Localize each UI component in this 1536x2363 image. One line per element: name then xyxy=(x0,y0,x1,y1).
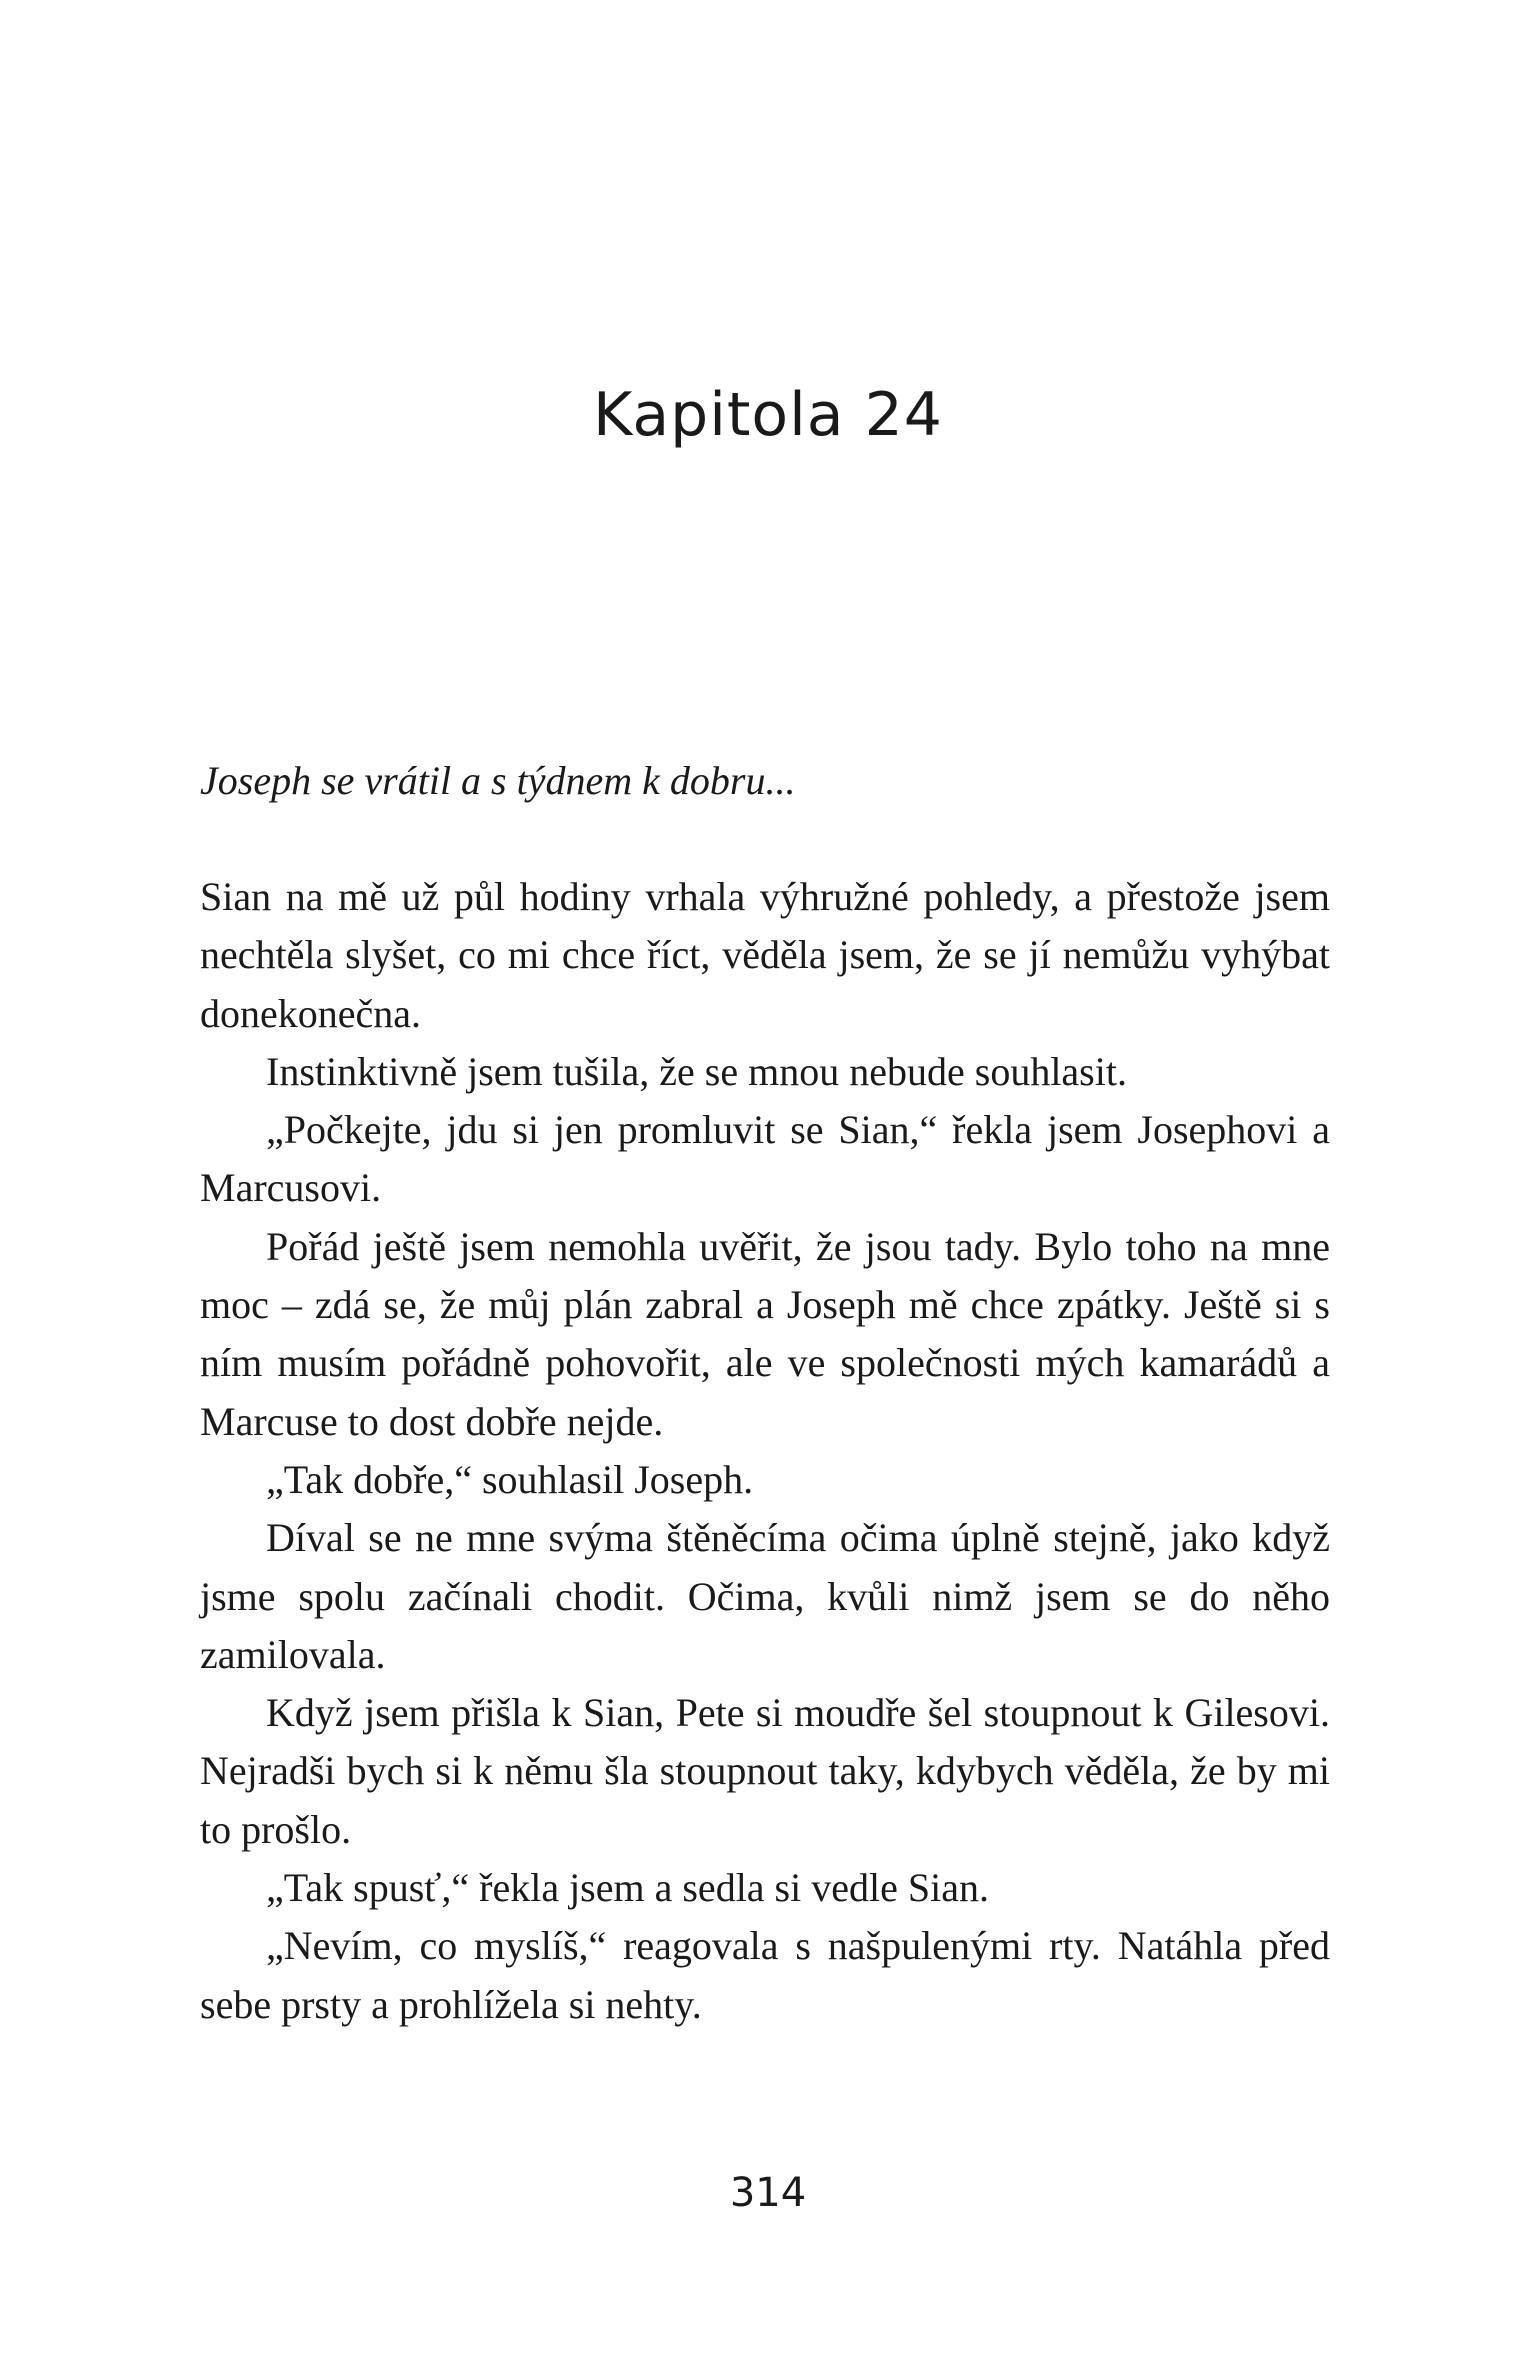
paragraph: Díval se ne mne svýma štěněcíma očima úplně stejně, jako když jsme spolu začínali chodit. Očima, kvůli nimž jsem se do něho zamilovala. xyxy=(200,1515,1330,1677)
paragraph: Sian na mě už půl hodiny vrhala výhružné pohledy, a přestože jsem nechtěla slyšet, co mi chce říct, věděla jsem, že se jí nemůžu vyhýbat donekonečna. xyxy=(200,874,1330,1036)
paragraph: „Počkejte, jdu si jen promluvit se Sian,“ řekla jsem Josephovi a Marcusovi. xyxy=(200,1107,1330,1211)
paragraph: Instinktivně jsem tušila, že se mnou nebude souhlasit. xyxy=(266,1048,1127,1094)
chapter-text xyxy=(200,752,1330,2034)
page-number: 314 xyxy=(729,2170,807,2216)
paragraph: „Nevím, co myslíš,“ reagovala s našpulenými rty. Natáhla před sebe prsty a prohlížela si nehty. xyxy=(200,1923,1330,2027)
paragraph: „Tak spusť,“ řekla jsem a sedla si vedle Sian. xyxy=(266,1865,989,1911)
paragraph: Pořád ještě jsem nemohla uvěřit, že jsou tady. Bylo toho na mne moc – zdá se, že můj plán zabral a Joseph mě chce zpátky. Ještě si s ním musím pořádně pohovořit, ale ve společnosti mých kamarádů a Marcuse to dost dobře nejde. xyxy=(200,1223,1330,1444)
chapter-title: Kapitola 24 xyxy=(593,380,943,450)
paragraph: „Tak dobře,“ souhlasil Joseph. xyxy=(266,1456,754,1502)
epigraph: Joseph se vrátil a s týdnem k dobru... xyxy=(200,758,796,803)
paragraph: Když jsem přišla k Sian, Pete si moudře šel stoupnout k Gilesovi. Nejradši bych si k němu šla stoupnout taky, kdybych věděla, že by mi to prošlo. xyxy=(200,1690,1330,1852)
